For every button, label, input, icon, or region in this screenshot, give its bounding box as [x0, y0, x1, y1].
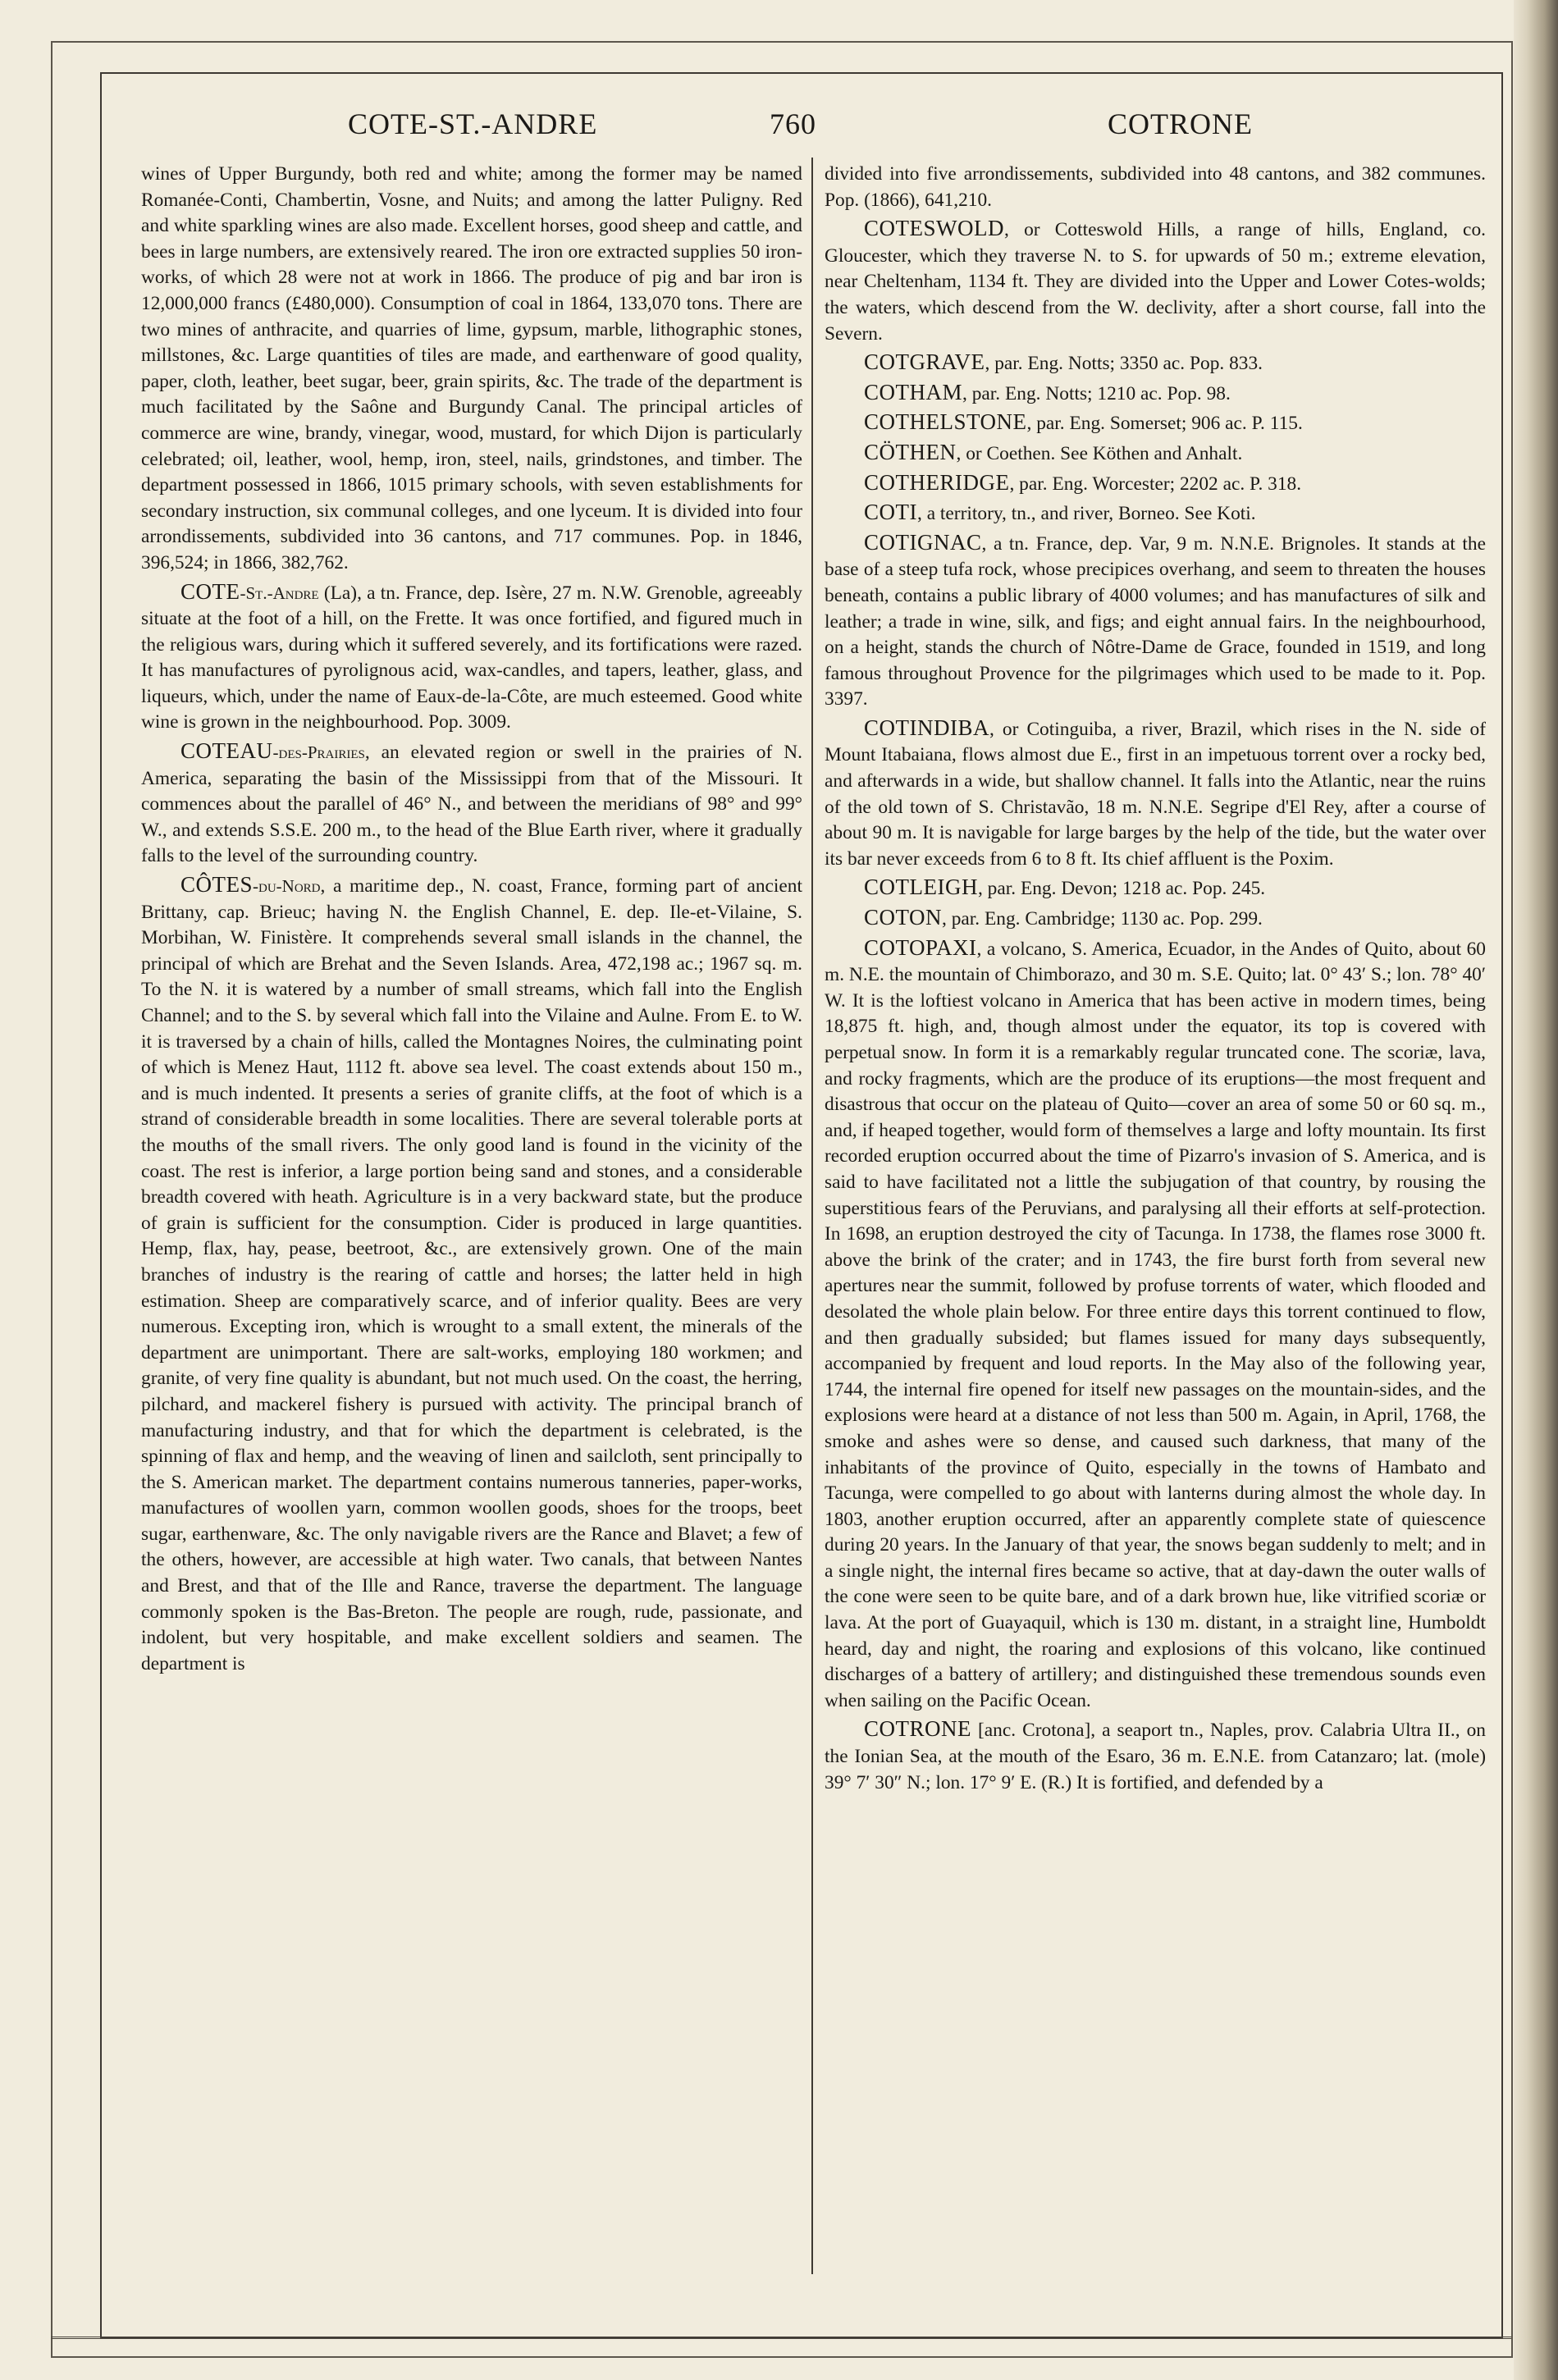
entry-text: , par. Eng. Worcester; 2202 ac. P. 318. — [1009, 473, 1302, 495]
entry-headword: CÔTES — [180, 872, 254, 898]
gazetteer-entry — [825, 933, 1486, 1715]
entry-text: [anc. Crotona], a seaport tn., Naples, prov. Calabria Ultra II., on the Ionian Sea, at the mouth of the Esaro, 36 m. E.N.E. from Catanzaro; lat. (mole) 39° 7′ 30″ N.; lon. 17° 9′ E. (R.) It is fortified, and defended by a — [825, 1720, 1486, 1793]
entry-text: , or Coethen. See Köthen and Anhalt. — [956, 442, 1243, 464]
entry-text: wines of Upper Burgundy, both red and white; among the former may be named Romanée-Conti, Chambertin, Vosne, and Nuits; and among the latter Puligny. Red and white sparkling wines are also made. Excellent horses, good sheep and cattle, and bees in large numbers, are extensively reared. The iron ore extracted supplies 50 iron-works, of which 28 were not at work in 1866. The produce of pig and bar iron is 12,000,000 francs (£480,000). Consumption of coal in 1864, 133,070 tons. There are two mines of anthracite, and quarries of lime, gypsum, marble, lithographic stones, millstones, &c. Large quantities of tiles are made, and earthenware of good quality, paper, cloth, leather, beet sugar, beer, grain spirits, &c. The trade of the department is much facilitated by the Saône and Burgundy Canal. The principal articles of commerce are wine, brandy, vinegar, wood, mustard, for which Dijon is particularly celebrated; oil, leather, wool, hemp, iron, steel, nails, grindstones, and timber. The department possessed in 1866, 1015 primary schools, with seven establishments for secondary instruction, six communal colleges, and one lyceum. It is divided into four arrondissements, subdivided into 36 cantons, and 717 communes. Pop. in 1846, 396,524; in 1866, 382,762. — [141, 163, 802, 573]
continued-text — [825, 162, 1486, 213]
entry-text: , par. Eng. Somerset; 906 ac. P. 115. — [1026, 413, 1303, 435]
entry-headword: COTE — [180, 578, 240, 604]
entry-headword: COTI — [864, 500, 917, 525]
entry-headword: COTEAU — [180, 738, 273, 764]
gazetteer-entry — [825, 872, 1486, 902]
entry-text: , a territory, tn., and river, Borneo. See Koti. — [917, 503, 1256, 525]
entry-headword-suffix: -des-Prairies — [272, 742, 365, 763]
running-header — [123, 103, 1518, 153]
column-divider — [811, 158, 813, 2274]
entry-text: , par. Eng. Notts; 3350 ac. Pop. 833. — [985, 353, 1263, 375]
left-column — [141, 162, 802, 2278]
gazetteer-entry — [825, 213, 1486, 347]
page-bottom-rule — [51, 2337, 1511, 2339]
gazetteer-entry — [825, 437, 1486, 468]
entry-headword: CÖTHEN — [864, 439, 957, 464]
gazetteer-entry — [825, 528, 1486, 713]
right-column — [825, 162, 1486, 2278]
entry-headword: COTHELSTONE — [864, 409, 1027, 435]
gazetteer-entry — [825, 468, 1486, 498]
entry-headword: COTIGNAC — [864, 529, 982, 555]
gazetteer-entry — [825, 1714, 1486, 1796]
gazetteer-entry — [825, 407, 1486, 437]
entry-headword: COTESWOLD — [864, 216, 1004, 241]
entry-text: , an elevated region or swell in the prairies of N. America, separating the basin of the Mississippi from that of the Missouri. It commences about the parallel of 46° N., and between the meridians of 98° and 99° W., and extends S.S.E. 200 m., to the head of the Blue Earth river, where it gradually falls to the level of the surrounding country. — [141, 742, 802, 867]
entry-text: , a tn. France, dep. Var, 9 m. N.N.E. Brignoles. It stands at the base of a steep tufa rock, whose precipices overhang, and seem to threaten the houses beneath, contains a public library of 4000 volumes; and has manufactures of silk and leather; a trade in wine, silk, and figs; and eight annual fairs. In the neighbourhood, on a height, stands the church of Nôtre-Dame de Grace, founded in 1519, and long famous throughout Provence for the pilgrimages which used to be made to it. Pop. 3397. — [825, 532, 1486, 710]
entry-text: , or Cotinguiba, a river, Brazil, which rises in the N. side of Mount Itabaiana, flows almost due E., first in an impetuous torrent over a rocky bed, and afterwards in a wide, but shallow channel. It falls into the Atlantic, near the ruins of the old town of S. Christavão, 18 m. N.N.E. Segripe d'El Rey, after a course of about 90 m. It is navigable for large barges by the help of the tide, but the water over its bar never exceeds from 6 to 8 ft. Its chief affluent is the Poxim. — [825, 718, 1486, 870]
entry-headword: COTOPAXI — [864, 934, 977, 960]
gazetteer-entry — [825, 497, 1486, 528]
entry-headword: COTHERIDGE — [864, 469, 1010, 495]
gazetteer-entry — [141, 577, 802, 737]
page-number: 760 — [770, 107, 816, 140]
entry-headword: COTLEIGH — [864, 875, 978, 900]
gazetteer-entry — [825, 902, 1486, 933]
entry-headword: COTRONE — [864, 1716, 971, 1742]
header-right-guide-word: COTRONE — [1108, 107, 1253, 140]
entry-headword: COTINDIBA — [864, 715, 989, 740]
entry-headword: COTON — [864, 905, 943, 930]
entry-headword-suffix: -St.-Andre — [240, 582, 319, 603]
entry-text: , a volcano, S. America, Ecuador, in the Andes of Quito, about 60 m. N.E. the mountain of Chimborazo, and 30 m. S.E. Quito; lat. 0° 43′ S.; lon. 78° 40′ W. It is the loftiest volcano in America that has been active in modern times, being 18,875 ft. high, and, though almost under the equator, its top is covered with perpetual snow. In form it is a remarkably regular truncated cone. The scoriæ, lava, and rocky fragments, which are the produce of its eruptions—the most frequent and disastrous that occur on the plateau of Quito—cover an area of some 50 or 60 sq. m., and, if heaped together, would form of themselves a large and lofty mountain. Its first recorded eruption occurred about the time of Pizarro's invasion of S. America, and is said to have facilitated not a little the subjugation of that country, by rousing the superstitious fears of the Peruvians, and paralysing all their efforts at self-protection. In 1698, an eruption destroyed the city of Tacunga. In 1738, the flames rose 3000 ft. above the brink of the crater; and in 1743, the fire burst forth from several new apertures near the summit, followed by profuse torrents of water, which flooded and desolated the whole plain below. For three entire days this torrent continued to flow, and then gradually subsided; but flames issued for many days subsequently, accompanied by frequent and loud reports. In the May also of the following year, 1744, the internal fire opened for itself new passages on the mountain-sides, and the explosions were heard at a distance of not less than 500 m. Again, in April, 1768, the smoke and ashes were so dense, and caused such darkness, that many of the inhabitants of the province of Quito, especially in the towns of Hambato and Tacunga, were compelled to go about with lanterns during almost the whole day. In 1803, another eruption occurred, after an apparently complete state of quiescence during 20 years. In the January of that year, the snows began suddenly to melt; and in a single night, the internal fires became so active, that at day-dawn the outer walls of the cone were seen to be quite bare, and of a dark brown hue, like vitrified scoriæ or lava. At the port of Guayaquil, which is 130 m. distant, in a straight line, Humboldt heard, day and night, the roaring and explosions of this volcano, like continued discharges of a battery of artillery; and distinguished these tremendous sounds even when sailing on the Pacific Ocean. — [825, 938, 1486, 1711]
gazetteer-entry — [825, 713, 1486, 873]
entry-headword: COTGRAVE — [864, 349, 985, 375]
entry-text: , par. Eng. Devon; 1218 ac. Pop. 245. — [977, 878, 1266, 900]
header-left-guide-word: COTE-ST.-ANDRE — [348, 107, 598, 140]
entry-text: , par. Eng. Notts; 1210 ac. Pop. 98. — [962, 382, 1231, 404]
entry-text: divided into five arrondissements, subdivided into 48 cantons, and 382 communes. Pop. (1866), 641,210. — [825, 163, 1486, 211]
gazetteer-entry — [141, 870, 802, 1677]
entry-headword-suffix: -du-Nord — [253, 876, 321, 897]
gazetteer-entry — [825, 377, 1486, 408]
gazetteer-entry — [825, 347, 1486, 377]
entry-text: , or Cotteswold Hills, a range of hills, England, co. Gloucester, which they traverse N. to S. for upwards of 50 m.; extreme elevation, near Cheltenham, 1134 ft. They are divided into the Upper and Lower Cotes-wolds; the waters, which descend from the W. declivity, after a short course, fall into the Severn. — [825, 219, 1486, 345]
entry-text: , par. Eng. Cambridge; 1130 ac. Pop. 299. — [942, 908, 1263, 930]
continued-text — [141, 162, 802, 577]
entry-text: (La), a tn. France, dep. Isère, 27 m. N.W. Grenoble, agreeably situate at the foot of a hill, on the Frette. It was once fortified, and figured much in the religious wars, during which it suffered severely, and its fortifications were razed. It has manufactures of pyrolignous acid, wax-candles, and tapers, leather, glass, and liqueurs, which, under the name of Eaux-de-la-Côte, are much esteemed. Good white wine is grown in the neighbourhood. Pop. 3009. — [141, 582, 802, 733]
gazetteer-entry — [141, 736, 802, 870]
entry-text: , a maritime dep., N. coast, France, forming part of ancient Brittany, cap. Brieuc; having N. the English Channel, E. dep. Ile-et-Vilaine, S. Morbihan, W. Finistère. It comprehends several small islands in the channel, the principal of which are Brehat and the Seven Islands. Area, 472,198 ac.; 1967 sq. m. To the N. it is watered by a number of small streams, which fall into the English Channel; and to the S. by several which fall into the Vilaine and Aulne. From E. to W. it is traversed by a chain of hills, called the Montagnes Noires, the culminating point of which is Menez Haut, 1112 ft. above sea level. The coast extends about 150 m., and is much indented. It presents a series of granite cliffs, at the foot of which is a strand of considerable breadth in some localities. There are several tolerable ports at the mouths of the small rivers. The only good land is found in the vicinity of the coast. The rest is inferior, a large portion being sand and stones, and a considerable breadth covered with heath. Agriculture is in a very backward state, but the produce of grain is sufficient for the consumption. Cider is produced in large quantities. Hemp, flax, hay, pease, beetroot, &c., are extensively grown. One of the main branches of industry is the rearing of cattle and horses; the latter held in high estimation. Sheep are comparatively scarce, and of inferior quality. Bees are very numerous. Excepting iron, which is wrought to a small extent, the minerals of the department are unimportant. There are salt-works, employing 180 workmen; and granite, of very fine quality is abundant, but not much used. On the coast, the herring, pilchard, and mackerel fishery is pursued with activity. The principal branch of manufacturing industry, and that for which the department is celebrated, is the spinning of flax and hemp, and the weaving of linen and sailcloth, sent principally to the S. American market. The department contains numerous tanneries, paper-works, manufactures of woollen yarn, common woollen goods, shoes for the troops, beet sugar, earthenware, &c. The only navigable rivers are the Rance and Blavet; a few of the others, however, are accessible at high water. Two canals, that between Nantes and Brest, and that of the Ille and Rance, traverse the department. The language commonly spoken is the Bas-Breton. The people are rough, rude, passionate, and indolent, but very hospitable, and make excellent soldiers and seamen. The department is — [141, 875, 802, 1674]
book-spine-edge — [1514, 0, 1558, 2380]
entry-headword: COTHAM — [864, 379, 963, 404]
